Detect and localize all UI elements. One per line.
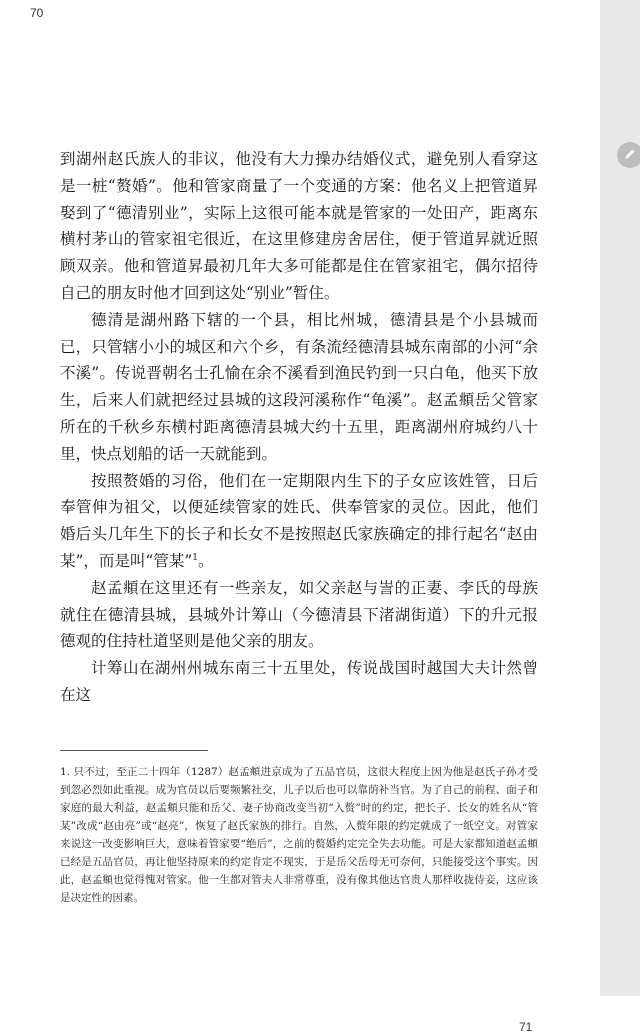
paragraph: 到湖州赵氏族人的非议，他没有大力操办结婚仪式，避免别人看穿这是一桩“赘婚”。他和管家商量了一个变通的方案：他名义上把管道昇娶到了“德清别业”，实际上这很可能本就是管家的一处田产，距离东横村茅山的管家祖宅很近，在这里修建房舍居住，便于管道昇就近照顾双亲。他和管道昇最初几年大多可能都是住在管家祖宅，偶尔招待自己的朋友时他才回到这处“别业”暂住。	[60, 150, 538, 302]
top-page-number: 70	[30, 6, 44, 20]
paragraph: 计筹山在湖州州城东南三十五里处，传说战国时越国大夫计然曾在这	[60, 659, 538, 704]
paragraph: 赵孟頫在这里还有一些亲友，如父亲赵与訔的正妻、李氏的母族就住在德清县城，县城外计筹山（今德清县下渚湖街道）下的升元报德观的住持杜道坚则是他父亲的朋友。	[60, 578, 538, 651]
paragraph: 德清是湖州路下辖的一个县，相比州城，德清县是个小县城而已，只管辖小小的城区和六个乡，有条流经德清县城东南部的小河“余不溪”。传说晋朝名士孔愉在余不溪看到渔民钓到一只白龟，他买下放生，后来人们就把经过县城的这段河溪称作“龟溪”。赵孟頫岳父管家所在的千秋乡东横村距离德清县城大约十五里，距离湖州府城约八十里，快点划船的话一天就能到。	[60, 310, 538, 463]
paragraph-with-footnote: 按照赘婚的习俗，他们在一定期限内生下的子女应该姓管，日后奉管伸为祖父，以便延续管家的姓氏、供奉管家的灵位。因此，他们婚后头几年生下的长子和长女不是按照赵氏家族确定的排行起名“赵由某”，而是叫“管某”$^1$。	[60, 471, 538, 570]
footnote	[60, 763, 538, 907]
bottom-page-number: 71	[519, 1020, 533, 1034]
footnote-text: 只不过，至正二十四年（1287）赵孟頫进京成为了五品官员，这很大程度上因为他是赵氏子孙才受到忽必烈如此重视。成为官员以后要频繁社交，儿子以后也可以靠荫补当官。为了自己的前程、面子和家庭的最大利益，赵孟頫只能和岳父、妻子协商改变当初“入赘”时的约定，把长子、长女的姓名从“管某”改成“赵由亮”或“赵亮”，恢复了赵氏家族的排行。自然，入赘年限的约定就成了一纸空文。对管家来说这一改变影响巨大，意味着管家要“绝后”，之前的赘婚约定完全失去功能。可是大家都知道赵孟頫已经是五品官员，再让他坚持原来的约定肯定不现实，于是岳父岳母无可奈何，只能接受这个事实。因此，赵孟頫也觉得愧对管家。他一生都对管夫人非常尊重，没有像其他达官贵人那样收拢侍妾，这应该是决定性的因素。	[60, 766, 538, 904]
edit-button[interactable]	[617, 142, 640, 168]
main-text	[60, 146, 538, 709]
paragraph-text: 按照赘婚的习俗，他们在一定期限内生下的子女应该姓管，日后奉管伸为祖父，以便延续管家的姓氏、供奉管家的灵位。因此，他们婚后头几年生下的长子和长女不是按照赵氏家族确定的排行起名“赵由某”，而是叫“管某”	[60, 471, 538, 570]
previous-page-bottom	[0, 0, 600, 55]
book-page	[0, 54, 600, 1034]
pencil-icon	[623, 146, 637, 165]
footnote-divider	[60, 750, 208, 751]
footnote-number: 1.	[60, 766, 71, 778]
footnote-reference[interactable]: 1	[192, 552, 199, 563]
